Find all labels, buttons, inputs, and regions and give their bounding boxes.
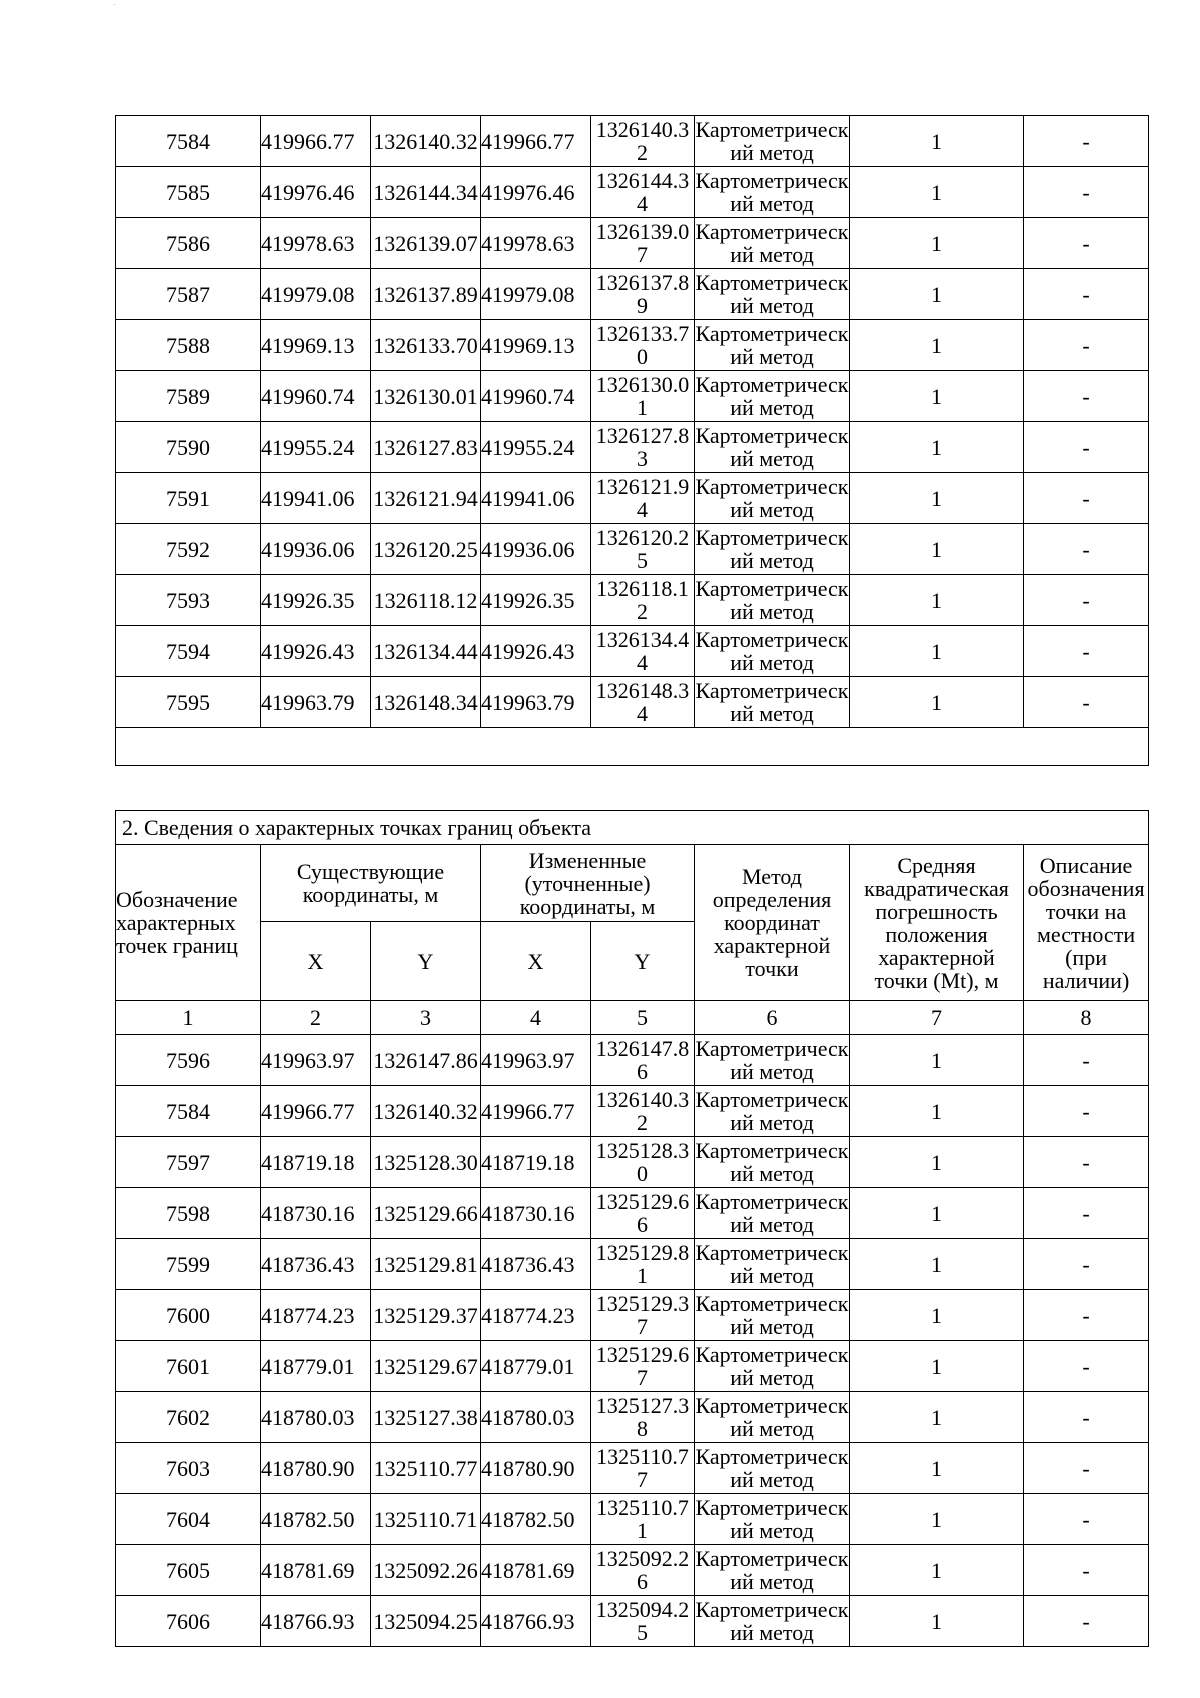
- cell-description: -: [1024, 218, 1149, 269]
- header-description: Описание обозначения точки на местности (при наличии): [1024, 845, 1149, 1001]
- cell-y: 1326118.12: [371, 575, 481, 626]
- cell-method: Картометрический метод: [695, 1138, 849, 1186]
- cell-mean-error: 1: [850, 269, 1024, 320]
- cell-description: -: [1024, 1545, 1149, 1596]
- cell-y: 1325128.30: [371, 1137, 481, 1188]
- cell-y-new: 1326144.34: [591, 167, 695, 218]
- cell-y-new: 1326121.94: [591, 473, 695, 524]
- cell-mean-error: 1: [850, 422, 1024, 473]
- cell-y: 1325127.38: [371, 1392, 481, 1443]
- cell-mean-error: 1: [850, 320, 1024, 371]
- cell-y-new: 1325129.66: [591, 1188, 695, 1239]
- column-number: 7: [850, 1001, 1024, 1035]
- cell-mean-error: 1: [850, 1290, 1024, 1341]
- cell-x: 419955.24: [261, 422, 371, 473]
- cell-y-new: 1325128.30: [591, 1137, 695, 1188]
- cell-x: 419963.79: [261, 677, 371, 728]
- cell-description: -: [1024, 1596, 1149, 1647]
- table-row: [116, 1188, 1149, 1239]
- cell-mean-error: 1: [850, 1086, 1024, 1137]
- cell-point: 7601: [116, 1341, 261, 1392]
- cell-description: -: [1024, 422, 1149, 473]
- page-scan-mark: -: [113, 0, 116, 9]
- cell-description: -: [1024, 1443, 1149, 1494]
- cell-mean-error: 1: [850, 1596, 1024, 1647]
- table-row: [116, 1239, 1149, 1290]
- cell-y-new: 1325094.25: [591, 1596, 695, 1647]
- table-row: [116, 167, 1149, 218]
- cell-point: 7593: [116, 575, 261, 626]
- cell-x-new: 419978.63: [481, 218, 591, 269]
- cell-x: 418782.50: [261, 1494, 371, 1545]
- cell-x: 419979.08: [261, 269, 371, 320]
- column-number: 6: [695, 1001, 850, 1035]
- column-number: 2: [261, 1001, 371, 1035]
- cell-y: 1326134.44: [371, 626, 481, 677]
- column-number: 5: [591, 1001, 695, 1035]
- cell-x-new: 419979.08: [481, 269, 591, 320]
- cell-x: 419963.97: [261, 1035, 371, 1086]
- cell-x: 418780.03: [261, 1392, 371, 1443]
- cell-method: Картометрический метод: [695, 627, 849, 675]
- table-row: [116, 1545, 1149, 1596]
- cell-y: 1325092.26: [371, 1545, 481, 1596]
- cell-method: Картометрический метод: [695, 117, 849, 165]
- cell-point: 7602: [116, 1392, 261, 1443]
- cell-point: 7592: [116, 524, 261, 575]
- cell-x-new: 418736.43: [481, 1239, 591, 1290]
- cell-point: 7597: [116, 1137, 261, 1188]
- cell-y: 1326130.01: [371, 371, 481, 422]
- cell-x: 419941.06: [261, 473, 371, 524]
- cell-point: 7598: [116, 1188, 261, 1239]
- cell-description: -: [1024, 524, 1149, 575]
- cell-x: 418774.23: [261, 1290, 371, 1341]
- cell-mean-error: 1: [850, 626, 1024, 677]
- table1-body: [116, 116, 1149, 766]
- cell-x-new: 418780.03: [481, 1392, 591, 1443]
- cell-description: -: [1024, 1494, 1149, 1545]
- table-row: [116, 269, 1149, 320]
- table-row: [116, 1035, 1149, 1086]
- header-method: Метод определения координат характерной точки: [695, 845, 850, 1001]
- cell-point: 7584: [116, 1086, 261, 1137]
- cell-mean-error: 1: [850, 1188, 1024, 1239]
- header-mean-error: Средняя квадратическая погрешность положения характерной точки (Mt), м: [850, 845, 1024, 1001]
- cell-description: -: [1024, 473, 1149, 524]
- cell-x: 418736.43: [261, 1239, 371, 1290]
- cell-mean-error: 1: [850, 575, 1024, 626]
- cell-x-new: 419966.77: [481, 1086, 591, 1137]
- cell-mean-error: 1: [850, 218, 1024, 269]
- cell-mean-error: 1: [850, 1392, 1024, 1443]
- cell-y-new: 1326140.32: [591, 116, 695, 167]
- cell-x: 418730.16: [261, 1188, 371, 1239]
- cell-y: 1326120.25: [371, 524, 481, 575]
- cell-method: Картометрический метод: [695, 321, 849, 369]
- cell-y-new: 1326139.07: [591, 218, 695, 269]
- table2-body: [116, 1035, 1149, 1647]
- cell-y-new: 1326147.86: [591, 1035, 695, 1086]
- header-existing-coordinates: Существующие координаты, м: [261, 845, 481, 922]
- cell-method: Картометрический метод: [695, 372, 849, 420]
- cell-method: Картометрический метод: [695, 1546, 849, 1594]
- cell-point: 7585: [116, 167, 261, 218]
- cell-x-new: 418774.23: [481, 1290, 591, 1341]
- table-row: [116, 1392, 1149, 1443]
- table-row: [116, 371, 1149, 422]
- table-row: [116, 320, 1149, 371]
- cell-x-new: 419926.35: [481, 575, 591, 626]
- cell-point: 7595: [116, 677, 261, 728]
- cell-y-new: 1325129.37: [591, 1290, 695, 1341]
- table-row: [116, 116, 1149, 167]
- header-y: Y: [371, 922, 481, 1001]
- table-row: [116, 1137, 1149, 1188]
- cell-description: -: [1024, 269, 1149, 320]
- cell-method: Картометрический метод: [695, 219, 849, 267]
- cell-mean-error: 1: [850, 1341, 1024, 1392]
- cell-y: 1326148.34: [371, 677, 481, 728]
- column-number: 3: [371, 1001, 481, 1035]
- cell-y-new: 1325110.77: [591, 1443, 695, 1494]
- table-row: [116, 626, 1149, 677]
- column-number: 8: [1024, 1001, 1149, 1035]
- table-row: [116, 1596, 1149, 1647]
- boundary-points-table: [115, 810, 1149, 1647]
- cell-description: -: [1024, 1035, 1149, 1086]
- cell-point: 7606: [116, 1596, 261, 1647]
- header-changed-coordinates: Измененные (уточненные) координаты, м: [481, 845, 695, 922]
- cell-point: 7594: [116, 626, 261, 677]
- cell-x-new: 419966.77: [481, 116, 591, 167]
- cell-description: -: [1024, 320, 1149, 371]
- table-row: [116, 1086, 1149, 1137]
- cell-description: -: [1024, 1188, 1149, 1239]
- cell-x: 419936.06: [261, 524, 371, 575]
- table-row: [116, 575, 1149, 626]
- cell-description: -: [1024, 1341, 1149, 1392]
- cell-y-new: 1325129.67: [591, 1341, 695, 1392]
- header-y-new: Y: [591, 922, 695, 1001]
- cell-description: -: [1024, 677, 1149, 728]
- cell-method: Картометрический метод: [695, 1036, 849, 1084]
- header-point-designation: Обозначение характерных точек границ: [116, 845, 261, 1001]
- cell-point: 7590: [116, 422, 261, 473]
- cell-point: 7599: [116, 1239, 261, 1290]
- cell-point: 7603: [116, 1443, 261, 1494]
- table-row: [116, 1341, 1149, 1392]
- cell-x: 418779.01: [261, 1341, 371, 1392]
- cell-y: 1326140.32: [371, 1086, 481, 1137]
- column-number: 1: [116, 1001, 261, 1035]
- cell-x-new: 418779.01: [481, 1341, 591, 1392]
- cell-y: 1326147.86: [371, 1035, 481, 1086]
- cell-y: 1326137.89: [371, 269, 481, 320]
- cell-point: 7591: [116, 473, 261, 524]
- cell-y: 1325110.77: [371, 1443, 481, 1494]
- table-empty-row: [116, 728, 1149, 766]
- cell-point: 7604: [116, 1494, 261, 1545]
- cell-y-new: 1325092.26: [591, 1545, 695, 1596]
- cell-y-new: 1326137.89: [591, 269, 695, 320]
- cell-x-new: 419936.06: [481, 524, 591, 575]
- cell-x-new: 418782.50: [481, 1494, 591, 1545]
- cell-x-new: 419926.43: [481, 626, 591, 677]
- cell-method: Картометрический метод: [695, 1444, 849, 1492]
- cell-x-new: 418766.93: [481, 1596, 591, 1647]
- cell-description: -: [1024, 1086, 1149, 1137]
- cell-point: 7605: [116, 1545, 261, 1596]
- cell-x: 419960.74: [261, 371, 371, 422]
- table-row: [116, 1494, 1149, 1545]
- cell-y: 1325110.71: [371, 1494, 481, 1545]
- cell-point: 7586: [116, 218, 261, 269]
- cell-y: 1326139.07: [371, 218, 481, 269]
- cell-mean-error: 1: [850, 1545, 1024, 1596]
- cell-x: 419926.43: [261, 626, 371, 677]
- cell-y-new: 1326134.44: [591, 626, 695, 677]
- cell-method: Картометрический метод: [695, 1189, 849, 1237]
- cell-y-new: 1326120.25: [591, 524, 695, 575]
- cell-description: -: [1024, 371, 1149, 422]
- header-x-new: X: [481, 922, 591, 1001]
- cell-method: Картометрический метод: [695, 1495, 849, 1543]
- cell-x-new: 419963.97: [481, 1035, 591, 1086]
- cell-x-new: 419963.79: [481, 677, 591, 728]
- cell-x-new: 418730.16: [481, 1188, 591, 1239]
- cell-description: -: [1024, 1290, 1149, 1341]
- cell-point: 7596: [116, 1035, 261, 1086]
- cell-method: Картометрический метод: [695, 576, 849, 624]
- cell-description: -: [1024, 116, 1149, 167]
- cell-method: Картометрический метод: [695, 1342, 849, 1390]
- cell-method: Картометрический метод: [695, 423, 849, 471]
- cell-y: 1325129.66: [371, 1188, 481, 1239]
- table-row: [116, 677, 1149, 728]
- cell-mean-error: 1: [850, 1035, 1024, 1086]
- cell-point: 7589: [116, 371, 261, 422]
- cell-method: Картометрический метод: [695, 1240, 849, 1288]
- cell-description: -: [1024, 167, 1149, 218]
- table-row: [116, 524, 1149, 575]
- cell-mean-error: 1: [850, 167, 1024, 218]
- cell-mean-error: 1: [850, 371, 1024, 422]
- cell-mean-error: 1: [850, 1443, 1024, 1494]
- cell-x: 419966.77: [261, 116, 371, 167]
- table-row: [116, 422, 1149, 473]
- cell-x-new: 419941.06: [481, 473, 591, 524]
- cell-method: Картометрический метод: [695, 1087, 849, 1135]
- table-row: [116, 218, 1149, 269]
- cell-method: Картометрический метод: [695, 1597, 849, 1645]
- cell-y-new: 1325127.38: [591, 1392, 695, 1443]
- cell-method: Картометрический метод: [695, 1393, 849, 1441]
- cell-mean-error: 1: [850, 473, 1024, 524]
- cell-x-new: 418781.69: [481, 1545, 591, 1596]
- cell-description: -: [1024, 1137, 1149, 1188]
- cell-y-new: 1325110.71: [591, 1494, 695, 1545]
- empty-cell: [116, 728, 1149, 766]
- cell-y-new: 1326118.12: [591, 575, 695, 626]
- cell-y: 1326140.32: [371, 116, 481, 167]
- cell-y: 1325129.67: [371, 1341, 481, 1392]
- cell-x: 418781.69: [261, 1545, 371, 1596]
- cell-point: 7600: [116, 1290, 261, 1341]
- cell-y: 1326121.94: [371, 473, 481, 524]
- cell-point: 7588: [116, 320, 261, 371]
- cell-x-new: 418780.90: [481, 1443, 591, 1494]
- cell-mean-error: 1: [850, 1239, 1024, 1290]
- cell-y-new: 1326127.83: [591, 422, 695, 473]
- section-title: 2. Сведения о характерных точках границ объекта: [116, 811, 1149, 845]
- cell-method: Картометрический метод: [695, 678, 849, 726]
- cell-x: 418766.93: [261, 1596, 371, 1647]
- cell-x: 419976.46: [261, 167, 371, 218]
- cell-y: 1325094.25: [371, 1596, 481, 1647]
- cell-mean-error: 1: [850, 677, 1024, 728]
- cell-mean-error: 1: [850, 116, 1024, 167]
- cell-method: Картометрический метод: [695, 168, 849, 216]
- cell-x: 419966.77: [261, 1086, 371, 1137]
- coordinates-table-continuation: [115, 115, 1149, 766]
- cell-x-new: 419969.13: [481, 320, 591, 371]
- cell-description: -: [1024, 1239, 1149, 1290]
- cell-x: 419926.35: [261, 575, 371, 626]
- cell-mean-error: 1: [850, 524, 1024, 575]
- cell-y-new: 1326130.01: [591, 371, 695, 422]
- cell-y: 1326127.83: [371, 422, 481, 473]
- cell-point: 7587: [116, 269, 261, 320]
- table-row: [116, 473, 1149, 524]
- cell-y: 1325129.81: [371, 1239, 481, 1290]
- cell-method: Картометрический метод: [695, 474, 849, 522]
- cell-y: 1326133.70: [371, 320, 481, 371]
- cell-y-new: 1326133.70: [591, 320, 695, 371]
- cell-x: 418780.90: [261, 1443, 371, 1494]
- cell-mean-error: 1: [850, 1494, 1024, 1545]
- cell-y: 1326144.34: [371, 167, 481, 218]
- table-row: [116, 1290, 1149, 1341]
- cell-x-new: 419955.24: [481, 422, 591, 473]
- column-number: 4: [481, 1001, 591, 1035]
- cell-y-new: 1326148.34: [591, 677, 695, 728]
- cell-x: 419978.63: [261, 218, 371, 269]
- cell-mean-error: 1: [850, 1137, 1024, 1188]
- cell-description: -: [1024, 575, 1149, 626]
- cell-y-new: 1325129.81: [591, 1239, 695, 1290]
- table-row: [116, 1443, 1149, 1494]
- header-x: X: [261, 922, 371, 1001]
- cell-point: 7584: [116, 116, 261, 167]
- cell-x: 419969.13: [261, 320, 371, 371]
- cell-x: 418719.18: [261, 1137, 371, 1188]
- cell-method: Картометрический метод: [695, 1291, 849, 1339]
- cell-y: 1325129.37: [371, 1290, 481, 1341]
- cell-x-new: 418719.18: [481, 1137, 591, 1188]
- cell-method: Картометрический метод: [695, 270, 849, 318]
- cell-x-new: 419960.74: [481, 371, 591, 422]
- cell-y-new: 1326140.32: [591, 1086, 695, 1137]
- cell-description: -: [1024, 626, 1149, 677]
- cell-method: Картометрический метод: [695, 525, 849, 573]
- cell-description: -: [1024, 1392, 1149, 1443]
- cell-x-new: 419976.46: [481, 167, 591, 218]
